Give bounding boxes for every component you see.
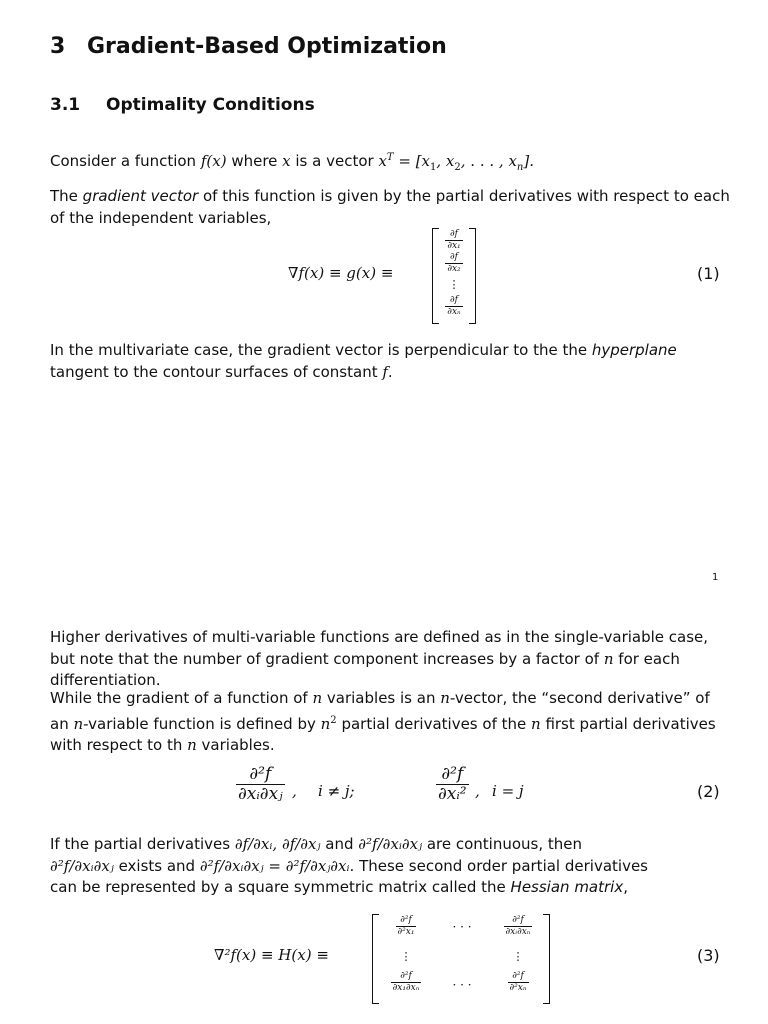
horizontal-dots: · · · (452, 920, 472, 934)
subsection-number: 3.1 (50, 95, 81, 115)
hessian-entry-11: $\frac{\text{∂²f}}{\text{∂²x₁}}$ (397, 915, 415, 937)
section-number: 3 (50, 34, 66, 59)
mixed-partial-fraction: $\frac{\text{∂²f}}{\text{∂xᵢ∂xⱼ}}$ (238, 764, 283, 804)
vertical-dots: ⋮ (448, 278, 460, 291)
section-title: Gradient-Based Optimization (86, 34, 447, 59)
hessian-matrix (372, 914, 550, 1004)
vertical-dots: ⋮ (512, 950, 524, 963)
hessian-entry-nn: $\frac{\text{∂²f}}{\text{∂²xₙ}}$ (509, 971, 527, 993)
pure-partial-fraction: $\frac{\text{∂²f}}{\text{∂xᵢ²}}$ (438, 764, 467, 804)
condition-i-eq-j: i = j (492, 782, 524, 800)
page-number: 1 (712, 572, 719, 583)
vertical-dots: ⋮ (400, 950, 412, 963)
hessian-entry-n1: $\frac{\text{∂²f}}{\text{∂x₁∂xₙ}}$ (392, 971, 420, 993)
gradient-entry-n: $\frac{\partial f}{\text{∂xₙ}}$ (447, 295, 461, 317)
paragraph-hessian: If the partial derivatives ∂f/∂xᵢ, ∂f/∂xⱼ and ∂²f/∂xᵢ∂xⱼ are continuous, then ∂²f/∂xᵢ∂xⱼ exists and ∂²f/∂xᵢ∂xⱼ = ∂²f/∂xⱼ∂xᵢ. These second order partial derivatives can be represented by a square symmetric matrix called the Hessian matrix, (50, 835, 648, 896)
gradient-entry-2: $\frac{\partial f}{\text{∂x₂}}$ (447, 252, 461, 274)
equation-number-3: (3) (697, 946, 720, 965)
section-heading (50, 34, 447, 59)
paragraph-higher-derivatives: Higher derivatives of multi-variable functions are defined as in the single-variable case, but note that the number of gradient component increases by a factor of n for each differentiation. (50, 628, 709, 689)
paragraph-hyperplane: In the multivariate case, the gradient vector is perpendicular to the the hyperplane tangent to the contour surfaces of constant f. (50, 341, 677, 381)
subsection-heading (50, 95, 315, 115)
equation-3 (0, 910, 768, 1006)
horizontal-dots: · · · (452, 978, 472, 992)
equation-1 (0, 226, 768, 326)
condition-i-neq-j: i ≠ j; (318, 782, 355, 800)
equation-number-1: (1) (697, 264, 720, 283)
subsection-title: Optimality Conditions (106, 95, 315, 115)
equation-1-lhs: ∇f(x) ≡ g(x) ≡ (288, 264, 394, 282)
gradient-entry-1: $\frac{\partial f}{\text{∂x₁}}$ (447, 229, 461, 251)
paragraph-function-definition: Consider a function f(x) where x is a vector $x^T = [x_1$, $x_2$, . . . , $x_n$]. (50, 152, 534, 173)
equation-2: $\frac{\text{∂²f}}{\text{∂xᵢ∂xⱼ}}$ , i ≠ j; $\frac{\text{∂²f}}{\text{∂xᵢ²}}$ , i = j (2) (238, 764, 720, 804)
equation-number-2: (2) (697, 782, 720, 801)
left-bracket (372, 914, 379, 1004)
paragraph-second-derivative: While the gradient of a function of n variables is an n-vector, the “second derivative” of an n-variable function is defined by $n^2$ partial derivatives of the n first partial derivatives with respect to th n variables. (50, 689, 716, 754)
equation-3-lhs: ∇²f(x) ≡ H(x) ≡ (214, 946, 329, 964)
hessian-entry-1n: $\frac{\text{∂²f}}{\text{∂xᵢ∂xₙ}}$ (505, 915, 531, 937)
gradient-column-vector (432, 228, 476, 324)
paragraph-gradient-vector: The gradient vector of this function is given by the partial derivatives with respect to each of the independent variables, (50, 187, 730, 227)
